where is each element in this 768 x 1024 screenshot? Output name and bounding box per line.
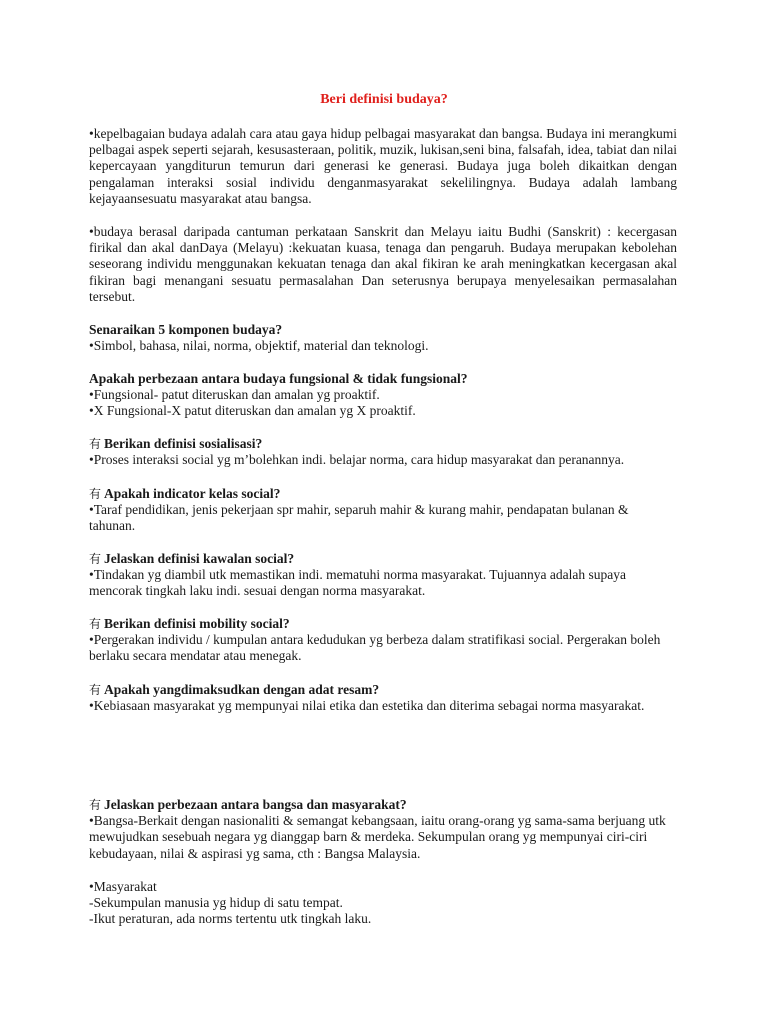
page-title: Beri definisi budaya? [320, 92, 448, 107]
bullet-glyph-icon: 有 [89, 617, 102, 631]
section-line: •X Fungsional-X patut diteruskan dan amalan yg X proaktif. [89, 403, 416, 419]
paragraph-definition-1: •kepelbagaian budaya adalah cara atau gaya hidup pelbagai masyarakat dan bangsa. Budaya ini merangkumi pelbagai aspek seperti sejarah, kesusasteraan, politik, muzik, lukisan,seni bina, falsafah, idea, tabiat dan nilai kepercayaan yangditurun temurun dari generasi ke generasi. Budaya juga boleh dikaitkan dengan pengalaman interaksi sosial individu denganmasyarakat sekelilingnya. Budaya adalah lambang kejayaansesuatu masyarakat atau bangsa. [89, 126, 677, 206]
masyarakat-line: -Ikut peraturan, ada norms tertentu utk tingkah laku. [89, 911, 372, 927]
section-mobility-social [89, 616, 677, 665]
section-kelas-social [89, 486, 677, 535]
section-heading: Senaraikan 5 komponen budaya? [89, 322, 283, 337]
section-heading: Apakah perbezaan antara budaya fungsional & tidak fungsional? [89, 371, 468, 386]
bullet-glyph-icon: 有 [89, 798, 102, 812]
section-line: •Simbol, bahasa, nilai, norma, objektif, material dan teknologi. [89, 338, 429, 354]
section-line: •Taraf pendidikan, jenis pekerjaan spr mahir, separuh mahir & kurang mahir, pendapatan bulanan & tahunan. [89, 502, 629, 534]
section-bangsa-masyarakat [89, 797, 677, 862]
bullet-glyph-icon: 有 [89, 487, 102, 501]
section-line: •Fungsional- patut diteruskan dan amalan yg proaktif. [89, 387, 380, 403]
section-heading: Berikan definisi mobility social? [104, 616, 290, 631]
section-heading: Berikan definisi sosialisasi? [104, 436, 263, 451]
section-adat-resam [89, 682, 677, 714]
section-masyarakat [89, 879, 677, 928]
bullet-glyph-icon: 有 [89, 552, 102, 566]
section-line: •Pergerakan individu / kumpulan antara kedudukan yg berbeza dalam stratifikasi social. Pergerakan boleh berlaku secara mendatar atau menegak. [89, 632, 661, 664]
section-line: •Proses interaksi social yg m’bolehkan indi. belajar norma, cara hidup masyarakat dan peranannya. [89, 452, 625, 468]
section-heading: Jelaskan definisi kawalan social? [104, 551, 295, 566]
section-komponen-budaya [89, 322, 677, 354]
section-heading: Apakah yangdimaksudkan dengan adat resam? [104, 682, 380, 697]
masyarakat-line: -Sekumpulan manusia yg hidup di satu tempat. [89, 895, 343, 911]
bullet-glyph-icon: 有 [89, 683, 102, 697]
section-line: •Tindakan yg diambil utk memastikan indi. mematuhi norma masyarakat. Tujuannya adalah supaya mencorak tingkah laku indi. sesuai dengan norma masyarakat. [89, 567, 627, 599]
section-line: •Bangsa-Berkait dengan nasionaliti & semangat kebangsaan, iaitu orang-orang yg sama-sama berjuang utk mewujudkan sesebuah negara yg dianggap barn & merdeka. Sekumpulan orang yg mempunyai ciri-ciri kebudayaan, nilai & aspirasi yg sama, cth : Bangsa Malaysia. [89, 813, 666, 861]
section-sosialisasi [89, 436, 677, 468]
paragraph-definition-2: •budaya berasal daripada cantuman perkataan Sanskrit dan Melayu iaitu Budhi (Sanskrit) : kecergasan firikal dan akal danDaya (Melayu) :kekuatan kuasa, tenaga dan pengaruh. Budaya merupakan kebolehan seseorang individu menggunakan kekuatan tenaga dan akal fikiran ke arah meningkatkan kecergasan akal fikiran bagi menangani sesuatu permasalahan Dan seterusnya berupaya menyelesaikan permasalahan tersebut. [89, 224, 677, 304]
section-heading: Apakah indicator kelas social? [104, 486, 281, 501]
section-budaya-fungsional [89, 371, 677, 420]
bullet-glyph-icon: 有 [89, 437, 102, 451]
section-line: •Kebiasaan masyarakat yg mempunyai nilai etika dan estetika dan diterima sebagai norma masyarakat. [89, 698, 645, 714]
section-heading: Jelaskan perbezaan antara bangsa dan masyarakat? [104, 797, 407, 812]
section-kawalan-social [89, 551, 677, 600]
masyarakat-label: •Masyarakat [89, 879, 157, 894]
